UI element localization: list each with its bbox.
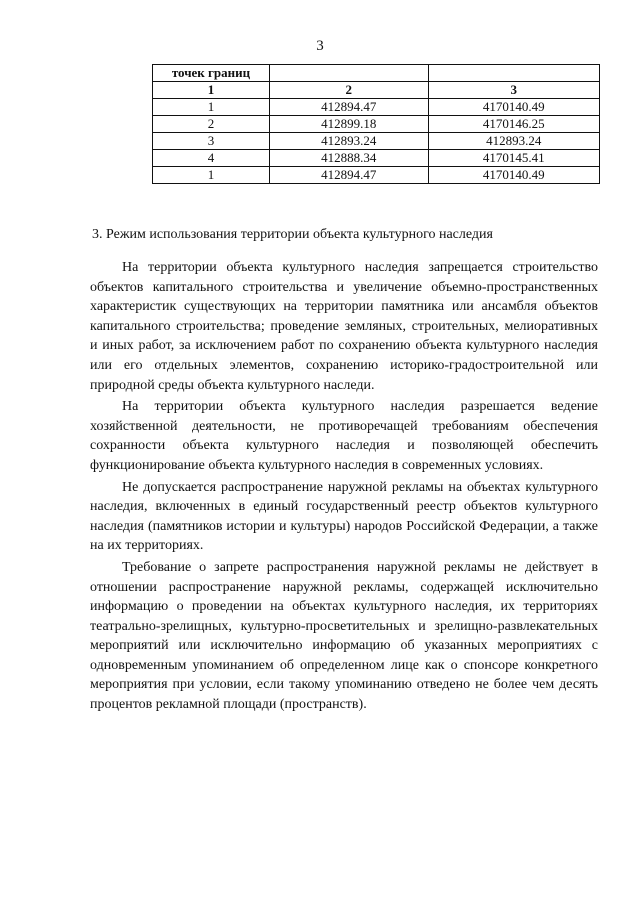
- table-header-cell: точек границ: [153, 65, 270, 82]
- column-number: 2: [269, 82, 428, 99]
- column-number: 1: [153, 82, 270, 99]
- coordinate-x: 412894.47: [269, 167, 428, 184]
- table-column-numbers-row: [153, 82, 600, 99]
- point-number: 3: [153, 133, 270, 150]
- page-number: 3: [316, 38, 324, 54]
- paragraph: На территории объекта культурного наследия запрещается строительство объектов капитального строительства и увеличение объемно-пространственных характеристик существующих на территории памятника или ансамбля объектов капитального строительства; проведение земляных, строительных, мелиоративных и иных работ, за исключением работ по сохранению объекта культурного наследия или его отдельных элементов, сохранению историко-градостроительной или природной среды объекта культурного наследи.: [90, 260, 598, 393]
- point-number: 2: [153, 116, 270, 133]
- body-text: [90, 258, 598, 717]
- point-number: 1: [153, 167, 270, 184]
- coordinate-x: 412894.47: [269, 99, 428, 116]
- paragraph: Требование о запрете распространения наружной рекламы не действует в отношении распространение наружной рекламы, содержащей исключительно информацию о проведении на объектах культурного наследия, их территориях театрально-зрелищных, культурно-просветительных и зрелищно-развлекательных мероприятий или исключительно информацию об указанных мероприятиях с одновременным упоминанием об определенном лице как о спонсоре конкретного мероприятия при условии, если такому упоминанию отведено не более чем десять процентов рекламной площади (пространств).: [90, 559, 598, 713]
- section-heading: 3. Режим использования территории объекта культурного наследия: [92, 227, 493, 242]
- point-number: 4: [153, 150, 270, 167]
- coordinate-y: 4170140.49: [428, 99, 599, 116]
- boundary-coordinates-table: [152, 64, 600, 184]
- coordinate-y: 4170145.41: [428, 150, 599, 167]
- table-row: [153, 133, 600, 150]
- paragraph: На территории объекта культурного наследия разрешается ведение хозяйственной деятельности, не противоречащей требованиям обеспечения сохранности объекта культурного наследия и позволяющей обеспечить функционирование объекта культурного наследия в современных условиях.: [90, 399, 598, 473]
- table-header-empty: [269, 65, 428, 82]
- column-number: 3: [428, 82, 599, 99]
- coordinate-y: 412893.24: [428, 133, 599, 150]
- coordinate-y: 4170146.25: [428, 116, 599, 133]
- point-number: 1: [153, 99, 270, 116]
- paragraph: Не допускается распространение наружной рекламы на объектах культурного наследия, включенных в единый государственный реестр объектов культурного наследия (памятников истории и культуры) народов Российской Федерации, а также на их территориях.: [90, 479, 598, 554]
- coordinate-x: 412888.34: [269, 150, 428, 167]
- table-row: [153, 99, 600, 116]
- table-row: [153, 167, 600, 184]
- table-row: [153, 116, 600, 133]
- table-header-empty: [428, 65, 599, 82]
- coordinate-y: 4170140.49: [428, 167, 599, 184]
- table-row: [153, 150, 600, 167]
- coordinate-x: 412899.18: [269, 116, 428, 133]
- table-header-row: [153, 65, 600, 82]
- coordinate-x: 412893.24: [269, 133, 428, 150]
